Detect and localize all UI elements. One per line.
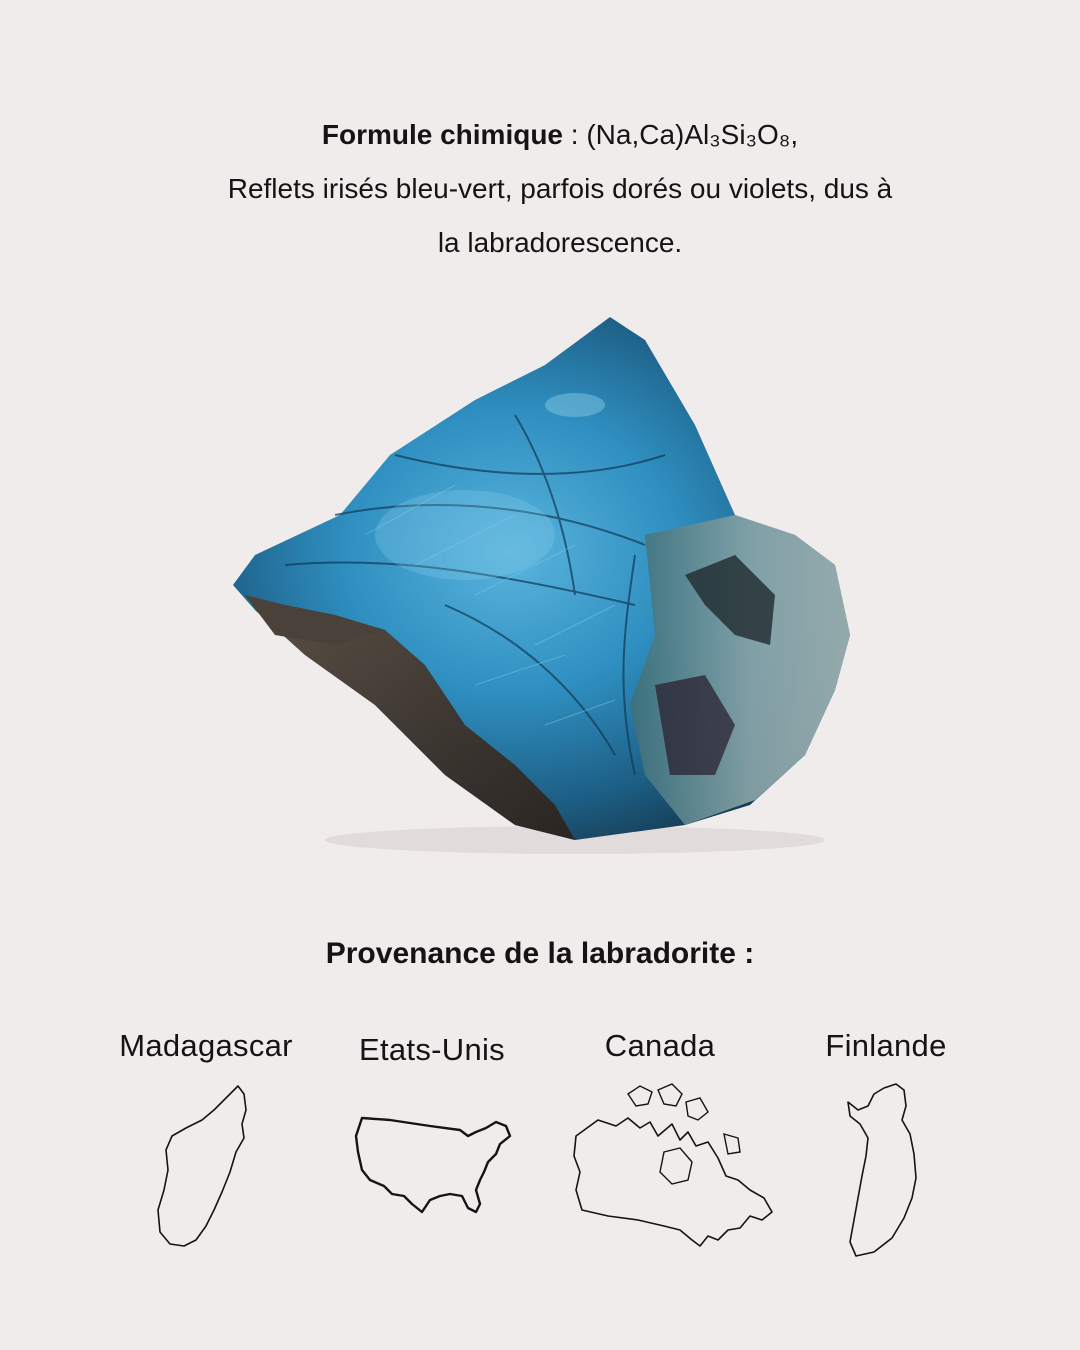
- finland-outline-icon: [838, 1080, 928, 1262]
- description-line-1: Reflets irisés bleu-vert, parfois dorés ou violets, dus à: [227, 173, 893, 204]
- formula-label: Formule chimique: [321, 119, 564, 150]
- country-label-finland: Finlande: [825, 1028, 947, 1063]
- country-label-canada: Canada: [604, 1028, 716, 1063]
- usa-outline-icon: [350, 1108, 520, 1218]
- origin-title: Provenance de la labradorite :: [325, 937, 755, 970]
- description-line-2: la labradorescence.: [437, 227, 683, 258]
- madagascar-outline-icon: [150, 1080, 260, 1250]
- country-label-madagascar: Madagascar: [119, 1028, 293, 1063]
- labradorite-stone-image: [215, 305, 875, 865]
- canada-outline-icon: [568, 1080, 778, 1255]
- formula-value: (Na,Ca)Al₃Si₃O₈,: [586, 119, 799, 150]
- formula-line: [120, 108, 1000, 162]
- formula-separator: :: [563, 119, 587, 150]
- intro-text-block: [120, 108, 1000, 270]
- country-label-usa: Etats-Unis: [359, 1032, 505, 1067]
